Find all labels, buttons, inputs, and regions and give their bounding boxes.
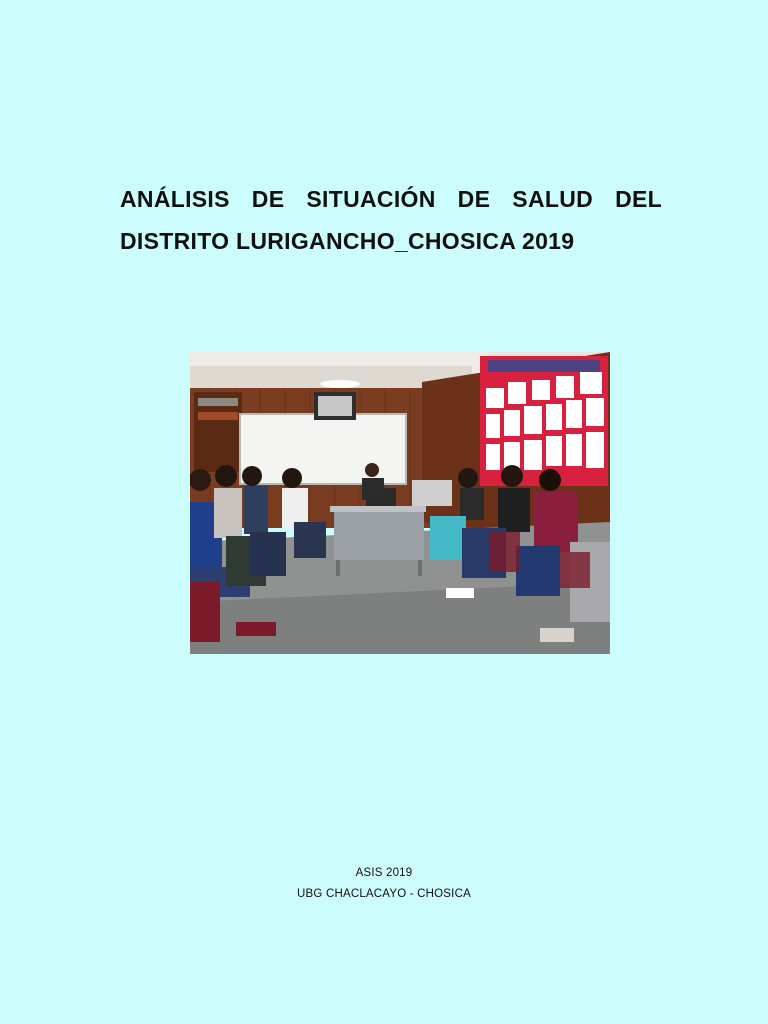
title-line-2: DISTRITO LURIGANCHO_CHOSICA 2019 [120, 228, 575, 254]
cover-photo [190, 352, 610, 654]
title-line-1: ANÁLISIS DE SITUACIÓN DE SALUD DEL [120, 186, 662, 212]
footer-year: ASIS 2019 [355, 867, 413, 879]
footer-organization: UBG CHACLACAYO - CHOSICA [297, 888, 471, 900]
group-meeting-photo-icon [190, 352, 610, 654]
document-title [120, 178, 662, 262]
